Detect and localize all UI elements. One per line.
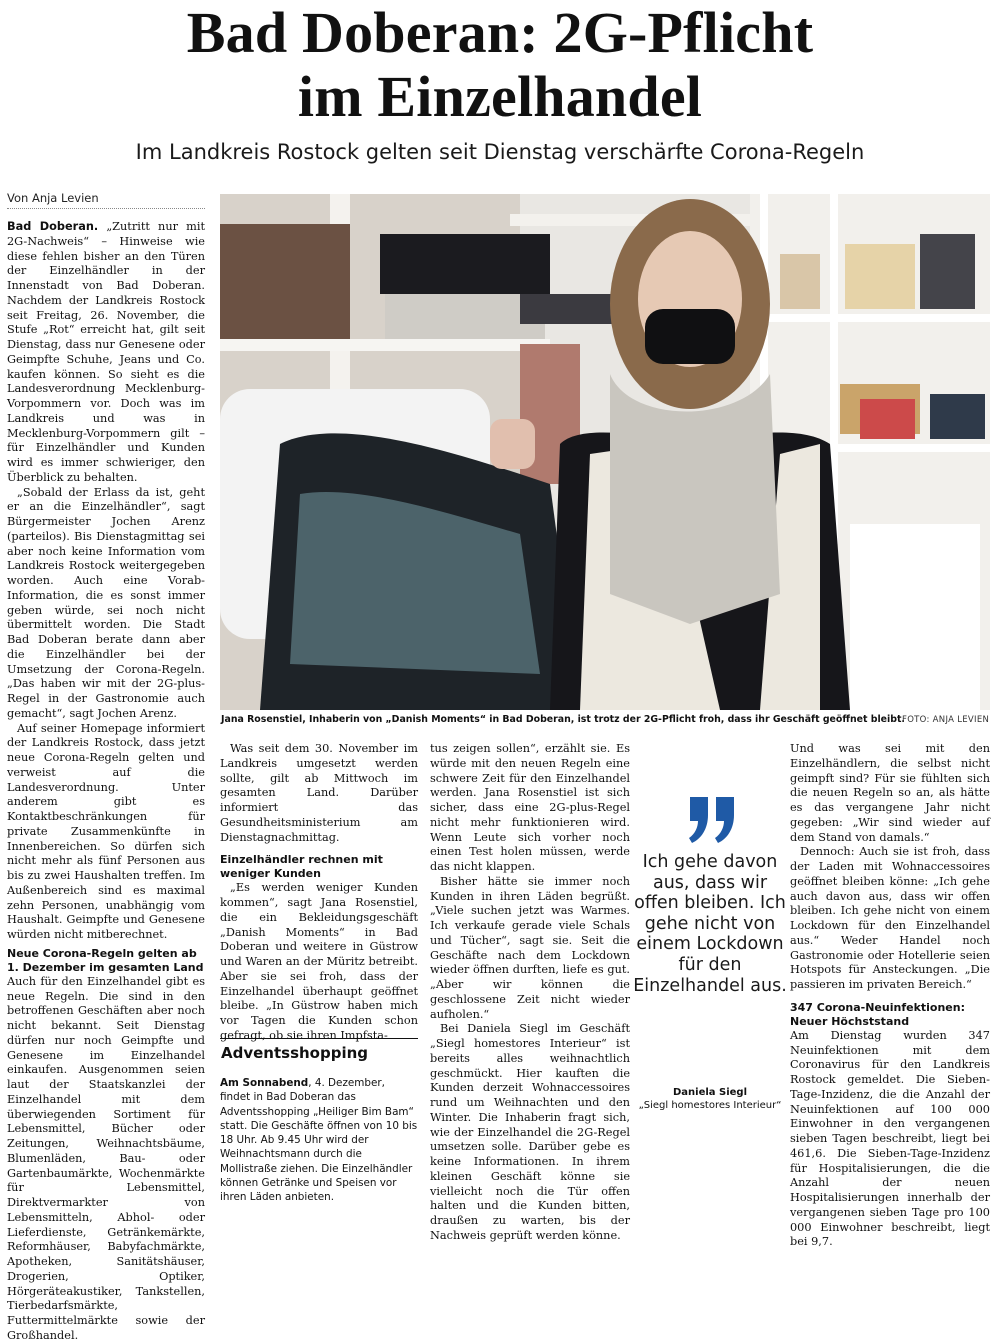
quote-icon — [688, 797, 736, 843]
subheading: 347 Corona-Neuinfektionen: Neuer Höchststand — [790, 1000, 965, 1028]
paragraph: Am Dienstag wurden 347 Neuinfektionen mit dem Coronavirus für den Landkreis Rostock gemeldet. Die Sieben-Tage-Inzidenz, die die Anzahl der Neuinfektionen auf 100 000 Einwohner in den vergangenen sieben Tagen beschreibt, liegt bei 461,6. Die Sieben-Tage-Inzidenz für Hospitalisierungen, die die Anzahl der neuen Hospitalisierungen innerhalb der vergangenen sieben Tage pro 100 000 Einwohner beschreibt, liegt bei 9,7. — [790, 1028, 990, 1249]
quote-role: „Siegl homestores Interieur“ — [638, 1100, 782, 1111]
column-3 — [430, 742, 630, 1244]
paragraph-text: „Zutritt nur mit 2G-Nachweis“ – Hinweise wie diese fehlen bisher an den Türen der Einzelhändler in der Innenstadt von Bad Doberan. Nachdem der Landkreis Rostock seit Freitag, 26. November, die Stufe „Rot“ erreicht hat, gilt seit Dienstag, dass nur Genesene oder Geimpfte Schuhe, Jeans und Co. kaufen können. So sieht es die Landesverordnung Mecklenburg-Vorpommern vor. Doch was im Landkreis und was in Mecklenburg-Vorpommern gilt – für Einzelhändler und Kunden wird es immer schwieriger, den Überblick zu behalten. — [7, 220, 205, 484]
subheading: Einzelhändler rechnen mit weniger Kunden — [220, 853, 383, 881]
column-5 — [790, 742, 990, 1250]
quote-attribution — [630, 1086, 790, 1112]
pull-quote: Ich gehe davon aus, dass wir offen bleiben. Ich gehe nicht von einem Lockdown für den Einzelhandel aus. — [633, 852, 787, 996]
paragraph: Bei Daniela Siegl im Geschäft „Siegl homestores Interieur“ ist bereits alles weihnachtlich geschmückt. Hier kauften die Kunden derzeit Wohnaccessoires rund um Weihnachten und den Winter. Die Inhaberin fragt sich, wie der Einzelhandel die 2G-Regel umsetzen solle. Darüber gebe es keine Informationen. In ihrem kleinen Geschäft könne sie vielleicht noch die Tür offen halten und die Kunden bitten, draußen zu warten, bis der Nachweis geprüft werden könne. — [430, 1022, 630, 1242]
paragraph: Auf seiner Homepage informiert der Landkreis Rostock, dass jetzt neue Corona-Regeln gelten und verweist auf die Landesverordnung. Unter anderem gibt es Kontaktbeschränkungen für private Zusammenkünfte in Innenbereichen. So dürfen sich nicht mehr als fünf Personen aus bis zu zwei Haushalten treffen. Im Außenbereich sind es maximal zehn Personen, unabhängig vom Haushalt. Geimpfte und Genesene würden nicht mitberechnet. — [7, 721, 205, 941]
subheading: Neue Corona-Regeln gelten ab 1. Dezember im gesamten Land — [7, 946, 204, 974]
headline-line-1: Bad Doberan: 2G-Pflicht — [186, 0, 814, 65]
photo-caption: Jana Rosenstiel, Inhaberin von „Danish Moments“ in Bad Doberan, ist trotz der 2G-Pflicht froh, dass ihr Geschäft geöffnet bleibt. — [221, 714, 905, 725]
box-lead: Am Sonnabend — [220, 1077, 309, 1089]
paragraph: tus zeigen sollen“, erzählt sie. Es würde mit den neuen Regeln eine schwere Zeit für den Einzelhandel werden. Jana Rosenstiel ist sich sicher, dass eine 2G-plus-Regel nicht mehr funktionieren wird. Wenn Leute sich vorher noch einen Test holen müssen, werde das nicht klappen. — [430, 742, 630, 873]
subheadline: Im Landkreis Rostock gelten seit Dienstag verschärfte Corona-Regeln — [135, 140, 865, 164]
column-2 — [220, 742, 418, 1044]
article-photo — [220, 194, 990, 710]
paragraph: Was seit dem 30. November im Landkreis umgesetzt werden sollte, gilt ab Mittwoch im gesamten Land. Darüber informiert das Gesundheitsministerium am Dienstagnachmittag. — [220, 742, 418, 844]
paragraph: Bisher hätte sie immer noch Kunden in ihren Läden begrüßt. „Viele suchen jetzt was Warmes. Ich verkaufe gerade viele Schals und Tücher“, sagt sie. Seit die Geschäfte nach dem Lockdown wieder öffnen durften, liefe es gut. „Aber wir können die geschlossene Zeit nicht wieder aufholen.“ — [430, 874, 630, 1021]
box-title: Adventsshopping — [221, 1044, 369, 1062]
quote-author: Daniela Siegl — [672, 1087, 748, 1098]
dateline: Bad Doberan. — [7, 220, 99, 233]
photo-credit: FOTO: ANJA LEVIEN — [902, 715, 990, 725]
box-divider — [220, 1038, 418, 1039]
photo-shop-interior — [220, 194, 990, 710]
paragraph: Auch für den Einzelhandel gibt es neue Regeln. Die sind in den betroffenen Geschäften aber noch nicht bekannt. Seit Dienstag dürfen nur noch Geimpfte und Genesene im Einzelhandel einkaufen. Ausgenommen seien laut der Staatskanzlei der Einzelhandel mit dem überwiegenden Sortiment für Lebensmittel, Bücher oder Zeitungen, Weihnachtsbäume, Blumenläden, Bau- oder Gartenbaumärkte, Wochenmärkte für Lebensmittel, Direktvermarkter von Lebensmitteln, Abhol- oder Lieferdienste, Getränkemärkte, Reformhäuser, Babyfachmärkte, Apotheken, Sanitätshäuser, Drogerien, Optiker, Hörgeräteakustiker, Tankstellen, Tierbedarfsmärkte, Futtermittelmärkte sowie der Großhandel. — [7, 974, 205, 1342]
box-text: , 4. Dezember, findet in Bad Doberan das Adventsshopping „Heiliger Bim Bam“ statt. Die Geschäfte öffnen von 10 bis 18 Uhr. Ab 9.45 Uhr wird der Weihnachtsmann durch die Mollistraße ziehen. Die Einzelhändler können Getränke und Speisen vor ihren Läden anbieten. — [220, 1077, 418, 1204]
paragraph — [7, 220, 205, 486]
paragraph: Dennoch: Auch sie ist froh, dass der Laden mit Wohnaccessoires geöffnet bleiben könne: „Ich gehe auch davon aus, dass wir offen bleiben. Ich gehe nicht von einem Lockdown für den Einzelhandel aus.“ Weder Handel noch Gastronomie oder Hotellerie seien Hotspots für Ansteckungen. „Die passieren im privaten Bereich.“ — [790, 845, 990, 991]
paragraph: „Sobald der Erlass da ist, geht er an die Einzelhändler“, sagt Bürgermeister Jochen Arenz (parteilos). Bis Dienstagmittag sei aber noch keine Information vom Landkreis Rostock weitergegeben worden. Auch eine Vorab-Information, die es sonst immer geben würde, sei noch nicht übermittelt worden. Die Stadt Bad Doberan berate dann aber die Einzelhändler bei der Umsetzung der Corona-Regeln. „Das haben wir mit der 2G-plus-Regel in der Gastronomie auch gemacht“, sagt Jochen Arenz. — [7, 485, 205, 720]
column-1 — [7, 220, 205, 1344]
byline: Von Anja Levien — [7, 191, 205, 209]
paragraph: Und was sei mit den Einzelhändlern, die selbst nicht geimpft sind? Für sie fühlten sich die neuen Regeln so an, als hätte es das vergangene Jahr nicht gegeben: „Wir sind wieder auf dem Stand von damals.“ — [790, 742, 990, 844]
info-box — [220, 1076, 418, 1205]
paragraph: „Es werden weniger Kunden kommen“, sagt Jana Rosenstiel, die ein Bekleidungsgeschäft „Danish Moments“ in Bad Doberan und weitere in Güstrow und Waren an der Müritz betreibt. Aber sie sei froh, dass der Einzelhandel überhaupt geöffnet bleibe. „In Güstrow haben mich vor Tagen die Kunden schon gefragt, ob sie ihren Impfsta- — [220, 881, 418, 1042]
headline-line-2: im Einzelhandel — [297, 64, 703, 129]
